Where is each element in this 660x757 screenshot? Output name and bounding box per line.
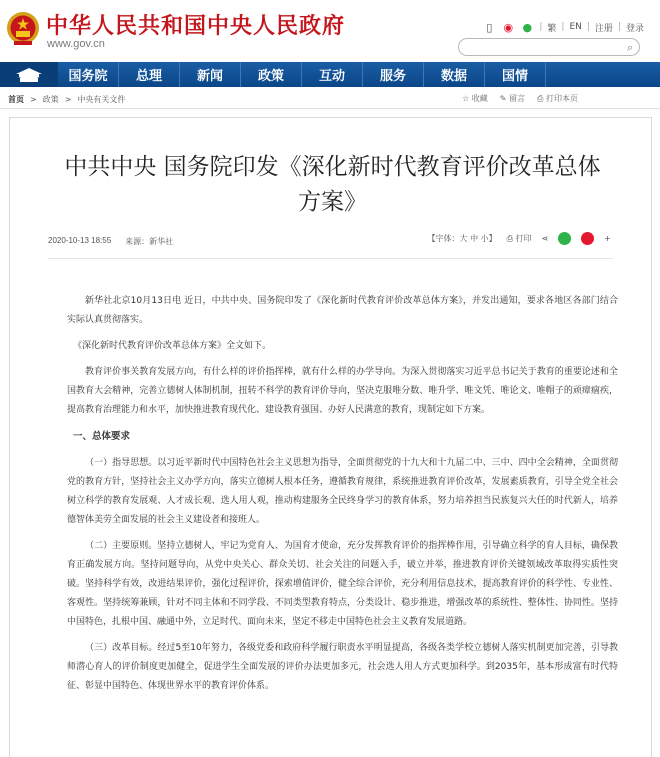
breadcrumb-policy[interactable]: 政策 bbox=[42, 95, 59, 104]
paragraph: 《深化新时代教育评价改革总体方案》全文如下。 bbox=[73, 341, 272, 351]
nav-premier[interactable]: 总理 bbox=[119, 62, 180, 87]
print-button[interactable]: ⎙ 打印 bbox=[506, 234, 532, 243]
nav-home-icon[interactable] bbox=[0, 62, 58, 87]
breadcrumb-separator: > bbox=[64, 95, 72, 104]
article-title: 中共中央 国务院印发《深化新时代教育评价改革总体 方案》 bbox=[64, 154, 601, 215]
article-tools bbox=[428, 232, 611, 245]
weibo-share-icon[interactable] bbox=[581, 232, 594, 245]
mobile-icon[interactable]: ▯ bbox=[486, 20, 493, 34]
site-title[interactable]: 中华人民共和国中央人民政府 bbox=[46, 13, 346, 39]
divider bbox=[48, 258, 613, 259]
paragraph: （二）主要原则。坚持立德树人，牢记为党育人、为国育才使命，充分发挥教育评价的指挥棒作用，引导确立科学的育人目标，确保教育正确发展方向。坚持问题导向，从党中央关心、群众关切、社会关注的问题入手，破立并举，推进教育评价关键领域改革取得实质性突破。坚持科学有效，改进结果评价，强化过程评价，探索增值评价，健全综合评价，充分利用信息技术，提高教育评价的科学性、专业性、客观性。坚持统筹兼顾，针对不同主体和不同学段、不同类型教育特点，分类设计、稳步推进，增强改革的系统性、整体性、协同性。坚持中国特色，扎根中国、融通中外，立足时代、面向未来，坚定不移走中国特色社会主义教育发展道路。 bbox=[67, 541, 618, 627]
nav-policy[interactable]: 政策 bbox=[241, 62, 302, 87]
font-size-control[interactable]: 【字体：大 中 小】 bbox=[427, 234, 497, 243]
article-panel bbox=[9, 117, 652, 757]
paragraph: 教育评价事关教育发展方向，有什么样的评价指挥棒，就有什么样的办学导向。为深入贯彻落实习近平总书记关于教育的重要论述和全国教育大会精神，完善立德树人体制机制，扭转不科学的教育评价导向，坚决克服唯分数、唯升学、唯文凭、唯论文、唯帽子的顽瘴痼疾，提高教育治理能力和水平，加快推进教育现代化、建设教育强国、办好人民满意的教育，现制定如下方案。 bbox=[67, 367, 618, 415]
breadcrumb-bar bbox=[0, 87, 660, 109]
search-icon[interactable]: ⌕ bbox=[626, 41, 633, 54]
page-tools bbox=[462, 93, 578, 104]
breadcrumb-home[interactable]: 首页 bbox=[8, 95, 24, 104]
tiananmen-icon bbox=[14, 67, 44, 83]
nav-national-info[interactable]: 国情 bbox=[485, 62, 546, 87]
nav-state-council[interactable]: 国务院 bbox=[58, 62, 119, 87]
nav-services[interactable]: 服务 bbox=[363, 62, 424, 87]
article-body bbox=[67, 292, 618, 703]
site-url: www.gov.cn bbox=[47, 38, 105, 50]
nav-news[interactable]: 新闻 bbox=[180, 62, 241, 87]
breadcrumb bbox=[8, 94, 125, 105]
top-links: ▯ ◉ ● | 繁 | EN | 注册 | 登录 bbox=[482, 20, 644, 34]
register-link[interactable]: 注册 bbox=[594, 23, 613, 34]
main-nav bbox=[0, 62, 660, 87]
paragraph: 新华社北京10月13日电 近日，中共中央、国务院印发了《深化新时代教育评价改革总体方案》，并发出通知，要求各地区各部门结合实际认真贯彻落实。 bbox=[67, 296, 618, 325]
wechat-icon[interactable]: ● bbox=[522, 20, 533, 34]
print-page-link[interactable]: ⎙ 打印本页 bbox=[537, 94, 578, 103]
wechat-share-icon[interactable] bbox=[558, 232, 571, 245]
share-icon[interactable]: ⋖ bbox=[541, 234, 549, 243]
more-share-icon[interactable]: + bbox=[604, 234, 611, 243]
publish-date: 2020-10-13 18:55 bbox=[48, 236, 112, 245]
traditional-chinese-link[interactable]: 繁 bbox=[547, 23, 557, 34]
source: 来源：新华社 bbox=[125, 237, 174, 246]
national-emblem-icon[interactable] bbox=[6, 10, 40, 48]
login-link[interactable]: 登录 bbox=[625, 23, 644, 34]
nav-interaction[interactable]: 互动 bbox=[302, 62, 363, 87]
section-heading: 一、总体要求 bbox=[73, 431, 131, 442]
breadcrumb-separator: > bbox=[30, 95, 37, 104]
article-meta bbox=[48, 236, 173, 247]
paragraph: （三）改革目标。经过5至10年努力，各级党委和政府科学履行职责水平明显提高，各级各类学校立德树人落实机制更加完善，引导教师潜心育人的评价制度更加健全，促进学生全面发展的评价办法更加多元，社会选人用人方式更加科学。到2035年，基本形成富有时代特征、彰显中国特色、体现世界水平的教育评价体系。 bbox=[67, 643, 618, 691]
message-link[interactable]: ✎ 留言 bbox=[499, 94, 526, 103]
site-header bbox=[0, 0, 660, 62]
nav-data[interactable]: 数据 bbox=[424, 62, 485, 87]
breadcrumb-central-documents[interactable]: 中央有关文件 bbox=[77, 95, 126, 104]
favorite-link[interactable]: ☆ 收藏 bbox=[462, 94, 488, 103]
search-input[interactable] bbox=[458, 38, 640, 56]
weibo-icon[interactable]: ◉ bbox=[503, 20, 514, 34]
paragraph: （一）指导思想。以习近平新时代中国特色社会主义思想为指导，全面贯彻党的十九大和十九届二中、三中、四中全会精神，全面贯彻党的教育方针，坚持社会主义办学方向，落实立德树人根本任务，遵循教育规律，系统推进教育评价改革，发展素质教育，引导全党全社会树立科学的教育发展观、人才成长观、选人用人观，推动构建服务全民终身学习的教育体系，努力培养担当民族复兴大任的时代新人，培养德智体美劳全面发展的社会主义建设者和接班人。 bbox=[67, 458, 618, 525]
english-link[interactable]: EN bbox=[569, 22, 582, 32]
